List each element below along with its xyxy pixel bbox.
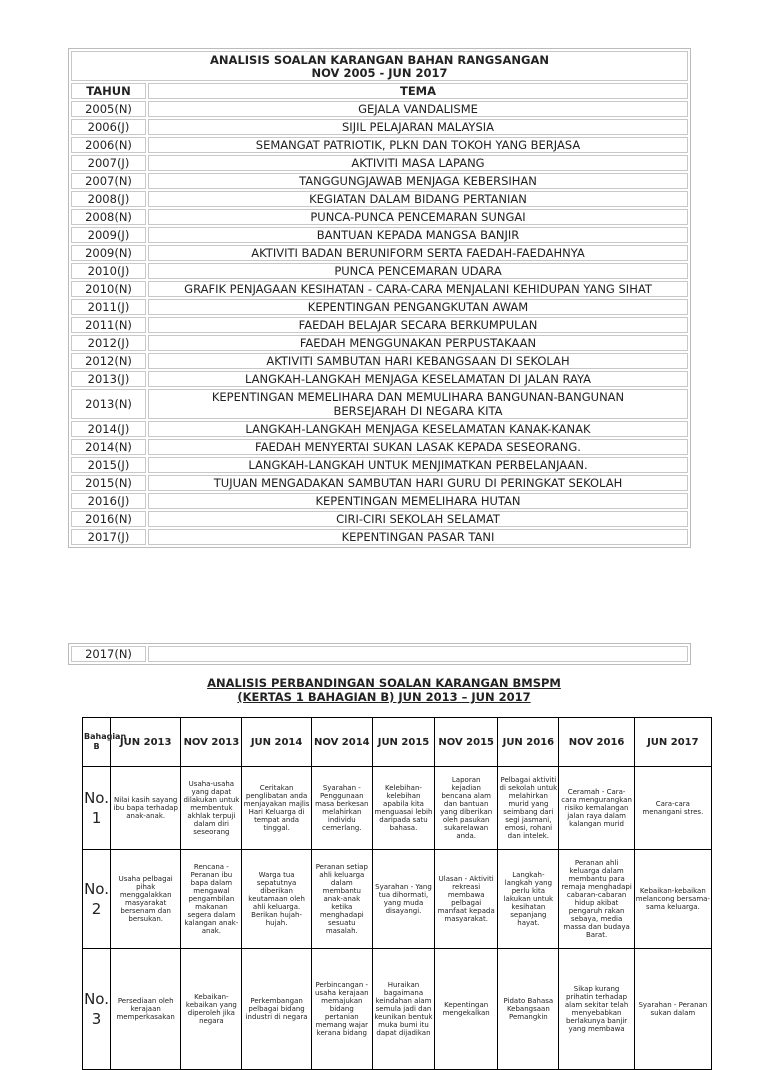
table1-title-line2: NOV 2005 - JUN 2017 — [311, 66, 448, 80]
column-header: Bahagian B — [83, 718, 111, 767]
question-cell: Sikap kurang prihatin terhadap alam sekitar telah menyebabkan berlakunya banjir yang membawa — [559, 949, 634, 1070]
theme-cell: PUNCA-PUNCA PENCEMARAN SUNGAI — [148, 209, 688, 225]
question-cell: Nilai kasih sayang ibu bapa terhadap anak-anak. — [111, 767, 181, 850]
table-row — [71, 299, 688, 315]
theme-cell: GRAFIK PENJAGAAN KESIHATAN - CARA-CARA MENJALANI KEHIDUPAN YANG SIHAT — [148, 281, 688, 297]
question-cell: Syarahan - Yang tua dihormati, yang muda disayangi. — [372, 850, 434, 949]
year-cell: 2012(N) — [71, 353, 146, 369]
theme-cell: LANGKAH-LANGKAH UNTUK MENJIMATKAN PERBELANJAAN. — [148, 457, 688, 473]
question-cell: Ceramah - Cara-cara mengurangkan risiko kemalangan jalan raya dalam kalangan murid — [559, 767, 634, 850]
theme-cell: KEPENTINGAN MEMELIHARA HUTAN — [148, 493, 688, 509]
theme-cell: BANTUAN KEPADA MANGSA BANJIR — [148, 227, 688, 243]
year-cell: 2007(J) — [71, 155, 146, 171]
column-header: NOV 2015 — [435, 718, 498, 767]
question-cell: Syarahan - Penggunaan masa berkesan melahirkan individu cemerlang. — [311, 767, 372, 850]
theme-cell: AKTIVITI MASA LAPANG — [148, 155, 688, 171]
year-cell: 2005(N) — [71, 101, 146, 117]
question-cell: Ulasan - Aktiviti rekreasi membawa pelbagai manfaat kepada masyarakat. — [435, 850, 498, 949]
table-row — [71, 245, 688, 261]
table-row — [71, 646, 688, 662]
theme-cell: TANGGUNGJAWAB MENJAGA KEBERSIHAN — [148, 173, 688, 189]
year-cell: 2009(N) — [71, 245, 146, 261]
table-row — [71, 335, 688, 351]
question-cell: Perbincangan - usaha kerajaan memajukan bidang pertanian memang wajar kerana bidang — [311, 949, 372, 1070]
question-cell: Pelbagai aktiviti di sekolah untuk melahirkan murid yang seimbang dari segi jasmani, emosi, rohani dan intelek. — [498, 767, 559, 850]
theme-cell — [148, 646, 688, 662]
question-cell: Huraikan bagaimana keindahan alam semula jadi dan keunikan bentuk muka bumi itu dapat dijadikan — [372, 949, 434, 1070]
column-header: NOV 2014 — [311, 718, 372, 767]
comparison-title — [0, 676, 768, 704]
question-cell: Usaha pelbagai pihak menggalakkan masyarakat bersenam dan bersukan. — [111, 850, 181, 949]
table-row — [71, 155, 688, 171]
theme-cell: SIJIL PELAJARAN MALAYSIA — [148, 119, 688, 135]
theme-cell: GEJALA VANDALISME — [148, 101, 688, 117]
comparison-header-row — [83, 718, 712, 767]
table-row — [71, 101, 688, 117]
question-cell: Peranan setiap ahli keluarga dalam membantu anak-anak ketika menghadapi sesuatu masalah. — [311, 850, 372, 949]
year-column-header: TAHUN — [71, 83, 146, 99]
themes-table-continued — [68, 643, 691, 665]
theme-cell: FAEDAH MENYERTAI SUKAN LASAK KEPADA SESEORANG. — [148, 439, 688, 455]
table1-title — [71, 51, 688, 81]
themes-table — [68, 48, 691, 548]
year-cell: 2017(N) — [71, 646, 146, 662]
year-cell: 2008(J) — [71, 191, 146, 207]
table-row — [71, 119, 688, 135]
table-row — [83, 850, 712, 949]
year-cell: 2015(J) — [71, 457, 146, 473]
column-header: JUN 2013 — [111, 718, 181, 767]
year-cell: 2010(J) — [71, 263, 146, 279]
table-row — [71, 137, 688, 153]
question-number: No. 2 — [83, 850, 111, 949]
year-cell: 2013(J) — [71, 371, 146, 387]
table-row — [71, 263, 688, 279]
year-cell: 2014(J) — [71, 421, 146, 437]
question-cell: Kelebihan-kelebihan apabila kita menguasai lebih daripada satu bahasa. — [372, 767, 434, 850]
comparison-table — [82, 717, 712, 1070]
column-header: JUN 2014 — [242, 718, 311, 767]
table-row — [83, 949, 712, 1070]
theme-cell: FAEDAH BELAJAR SECARA BERKUMPULAN — [148, 317, 688, 333]
table-row — [71, 475, 688, 491]
question-cell: Kebaikan-kebaikan melancong bersama-sama keluarga. — [634, 850, 711, 949]
column-header: NOV 2013 — [181, 718, 242, 767]
year-cell: 2014(N) — [71, 439, 146, 455]
theme-cell: PUNCA PENCEMARAN UDARA — [148, 263, 688, 279]
year-cell: 2007(N) — [71, 173, 146, 189]
question-cell: Usaha-usaha yang dapat dilakukan untuk membentuk akhlak terpuji dalam diri seseorang — [181, 767, 242, 850]
year-cell: 2013(N) — [71, 389, 146, 419]
table-row — [71, 371, 688, 387]
table-row — [71, 389, 688, 419]
table-row — [71, 173, 688, 189]
column-header: NOV 2016 — [559, 718, 634, 767]
theme-cell: KEPENTINGAN PASAR TANI — [148, 529, 688, 545]
table-row — [71, 317, 688, 333]
question-cell: Pidato Bahasa Kebangsaan Pemangkin — [498, 949, 559, 1070]
table-row — [71, 493, 688, 509]
table-row — [71, 227, 688, 243]
comparison-title-line1: ANALISIS PERBANDINGAN SOALAN KARANGAN BMSPM — [207, 676, 561, 690]
year-cell: 2010(N) — [71, 281, 146, 297]
theme-cell: AKTIVITI SAMBUTAN HARI KEBANGSAAN DI SEKOLAH — [148, 353, 688, 369]
table-row — [71, 529, 688, 545]
theme-column-header: TEMA — [148, 83, 688, 99]
table-row — [71, 209, 688, 225]
year-cell: 2011(N) — [71, 317, 146, 333]
table-row — [71, 421, 688, 437]
table1-title-line1: ANALISIS SOALAN KARANGAN BAHAN RANGSANGAN — [210, 53, 549, 67]
theme-cell: AKTIVITI BADAN BERUNIFORM SERTA FAEDAH-FAEDAHNYA — [148, 245, 688, 261]
column-header: JUN 2015 — [372, 718, 434, 767]
year-cell: 2006(N) — [71, 137, 146, 153]
theme-cell: KEPENTINGAN MEMELIHARA DAN MEMULIHARA BANGUNAN-BANGUNAN BERSEJARAH DI NEGARA KITA — [148, 389, 688, 419]
theme-cell: TUJUAN MENGADAKAN SAMBUTAN HARI GURU DI PERINGKAT SEKOLAH — [148, 475, 688, 491]
theme-cell: KEPENTINGAN PENGANGKUTAN AWAM — [148, 299, 688, 315]
year-cell: 2016(N) — [71, 511, 146, 527]
question-number: No. 3 — [83, 949, 111, 1070]
table-row — [71, 353, 688, 369]
question-cell: Syarahan - Peranan sukan dalam — [634, 949, 711, 1070]
question-cell: Ceritakan penglibatan anda menjayakan majlis Hari Keluarga di tempat anda tinggal. — [242, 767, 311, 850]
question-cell: Rencana - Peranan ibu bapa dalam mengawal pengambilan makanan segera dalam kalangan anak-anak. — [181, 850, 242, 949]
year-cell: 2015(N) — [71, 475, 146, 491]
table-row — [71, 191, 688, 207]
theme-cell: LANGKAH-LANGKAH MENJAGA KESELAMATAN DI JALAN RAYA — [148, 371, 688, 387]
table-row — [71, 457, 688, 473]
year-cell: 2017(J) — [71, 529, 146, 545]
table-row — [71, 281, 688, 297]
question-cell: Laporan kejadian bencana alam dan bantuan yang diberikan oleh pasukan sukarelawan anda. — [435, 767, 498, 850]
column-header: JUN 2016 — [498, 718, 559, 767]
theme-cell: CIRI-CIRI SEKOLAH SELAMAT — [148, 511, 688, 527]
question-cell: Perkembangan pelbagai bidang industri di negara — [242, 949, 311, 1070]
question-cell: Peranan ahli keluarga dalam membantu para remaja menghadapi cabaran-cabaran hidup akibat pengaruh rakan sebaya, media massa dan budaya Barat. — [559, 850, 634, 949]
year-cell: 2008(N) — [71, 209, 146, 225]
table-row — [83, 767, 712, 850]
comparison-title-line2: (KERTAS 1 BAHAGIAN B) JUN 2013 – JUN 2017 — [237, 690, 531, 704]
table-row — [71, 511, 688, 527]
question-cell: Kebaikan-kebaikan yang diperoleh jika negara — [181, 949, 242, 1070]
year-cell: 2006(J) — [71, 119, 146, 135]
column-header: JUN 2017 — [634, 718, 711, 767]
theme-cell: LANGKAH-LANGKAH MENJAGA KESELAMATAN KANAK-KANAK — [148, 421, 688, 437]
table-row — [71, 439, 688, 455]
theme-cell: KEGIATAN DALAM BIDANG PERTANIAN — [148, 191, 688, 207]
question-cell: Cara-cara menangani stres. — [634, 767, 711, 850]
year-cell: 2016(J) — [71, 493, 146, 509]
question-cell: Warga tua sepatutnya diberikan keutamaan oleh ahli keluarga. Berikan hujah-hujah. — [242, 850, 311, 949]
year-cell: 2011(J) — [71, 299, 146, 315]
theme-cell: FAEDAH MENGGUNAKAN PERPUSTAKAAN — [148, 335, 688, 351]
question-cell: Kepentingan mengekalkan — [435, 949, 498, 1070]
year-cell: 2012(J) — [71, 335, 146, 351]
question-number: No. 1 — [83, 767, 111, 850]
theme-cell: SEMANGAT PATRIOTIK, PLKN DAN TOKOH YANG BERJASA — [148, 137, 688, 153]
question-cell: Persediaan oleh kerajaan memperkasakan — [111, 949, 181, 1070]
year-cell: 2009(J) — [71, 227, 146, 243]
question-cell: Langkah-langkah yang perlu kita lakukan untuk kesihatan sepanjang hayat. — [498, 850, 559, 949]
